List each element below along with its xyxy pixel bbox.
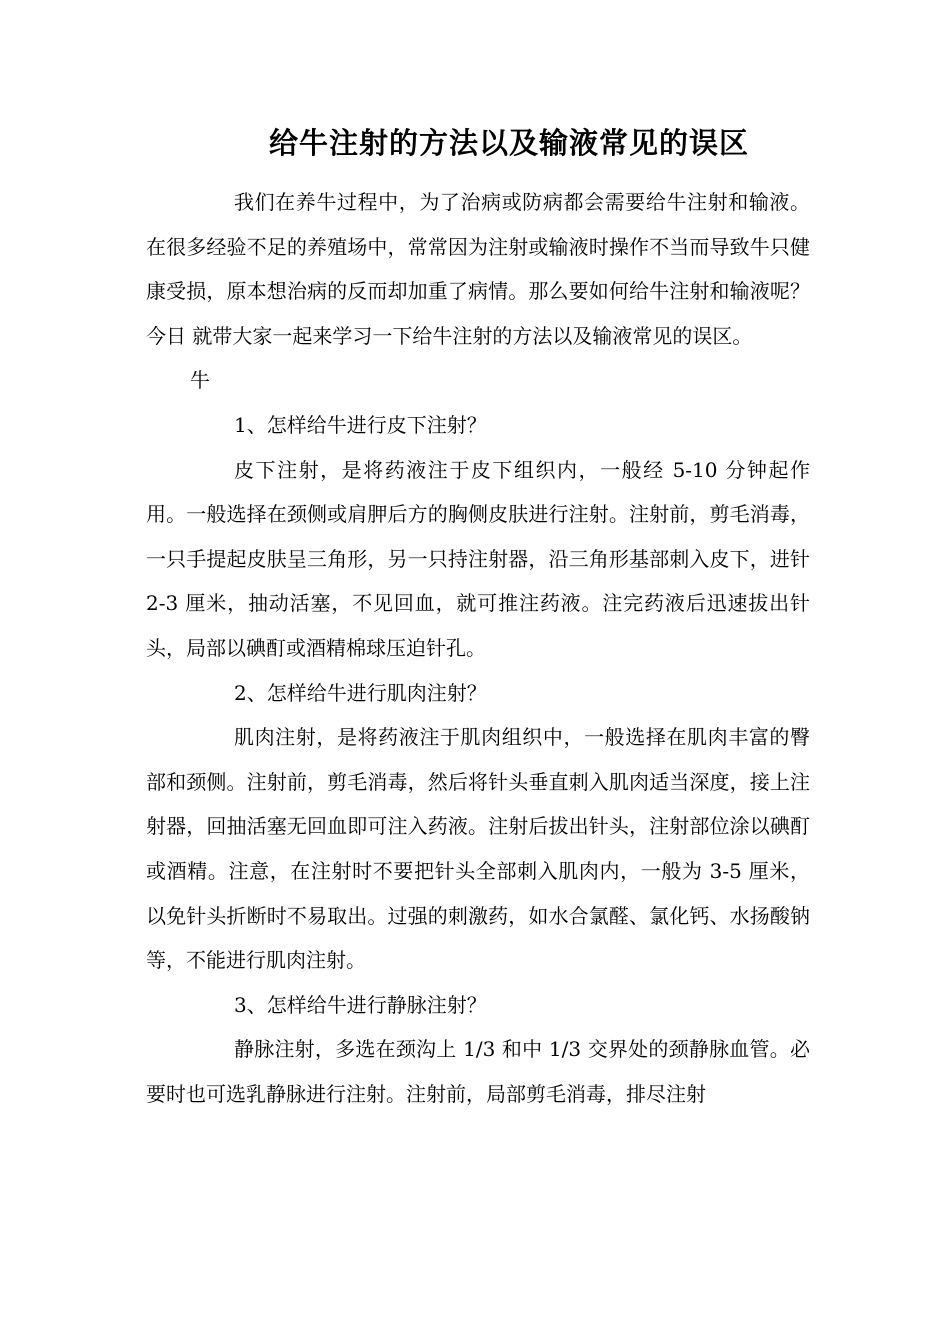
- section-heading-subcutaneous: 1、怎样给牛进行皮下注射？: [234, 412, 487, 437]
- section-heading-intravenous: 3、怎样给牛进行静脉注射？: [234, 992, 487, 1017]
- intravenous-paragraph: 静脉注射，多选在颈沟上 1/3 和中 1/3 交界处的颈静脉血管。必要时也可选乳静脉进行注射。注射前，局部剪毛消毒，排尽注射: [146, 1037, 810, 1106]
- document-title: 给牛注射的方法以及输液常见的误区: [268, 126, 749, 160]
- cattle-label: 牛: [190, 368, 210, 393]
- intramuscular-paragraph: 肌肉注射，是将药液注于肌肉组织中，一般选择在肌肉丰富的臀部和颈侧。注射前，剪毛消毒，然后将针头垂直刺入肌肉适当深度，接上注射器，回抽活塞无回血即可注入药液。注射后拔出针头，注射部位涂以碘酊或酒精。注意，在注射时不要把针头全部刺入肌肉内，一般为 3-5 厘米，以免针头折断时不易取出。过强的刺激药，如水合氯醛、氯化钙、水扬酸钠等，不能进行肌肉注射。: [146, 725, 810, 973]
- subcutaneous-paragraph: 皮下注射，是将药液注于皮下组织内，一般经 5-10 分钟起作用。一般选择在颈侧或肩胛后方的胸侧皮肤进行注射。注射前，剪毛消毒，一只手提起皮肤呈三角形，另一只持注射器，沿三角形基部刺入皮下，进针 2-3 厘米，抽动活塞，不见回血，就可推注药液。注完药液后迅速拔出针头，局部以碘酊或酒精棉球压迫针孔。: [146, 457, 810, 660]
- section-heading-intramuscular: 2、怎样给牛进行肌肉注射？: [234, 680, 487, 705]
- document-body: [146, 180, 810, 1116]
- intro-paragraph: 我们在养牛过程中，为了治病或防病都会需要给牛注射和输液。在很多经验不足的养殖场中，常常因为注射或输液时操作不当而导致牛只健康受损，原本想治病的反而却加重了病情。那么要如何给牛注射和输液呢？今日 就带大家一起来学习一下给牛注射的方法以及输液常见的误区。: [146, 190, 810, 348]
